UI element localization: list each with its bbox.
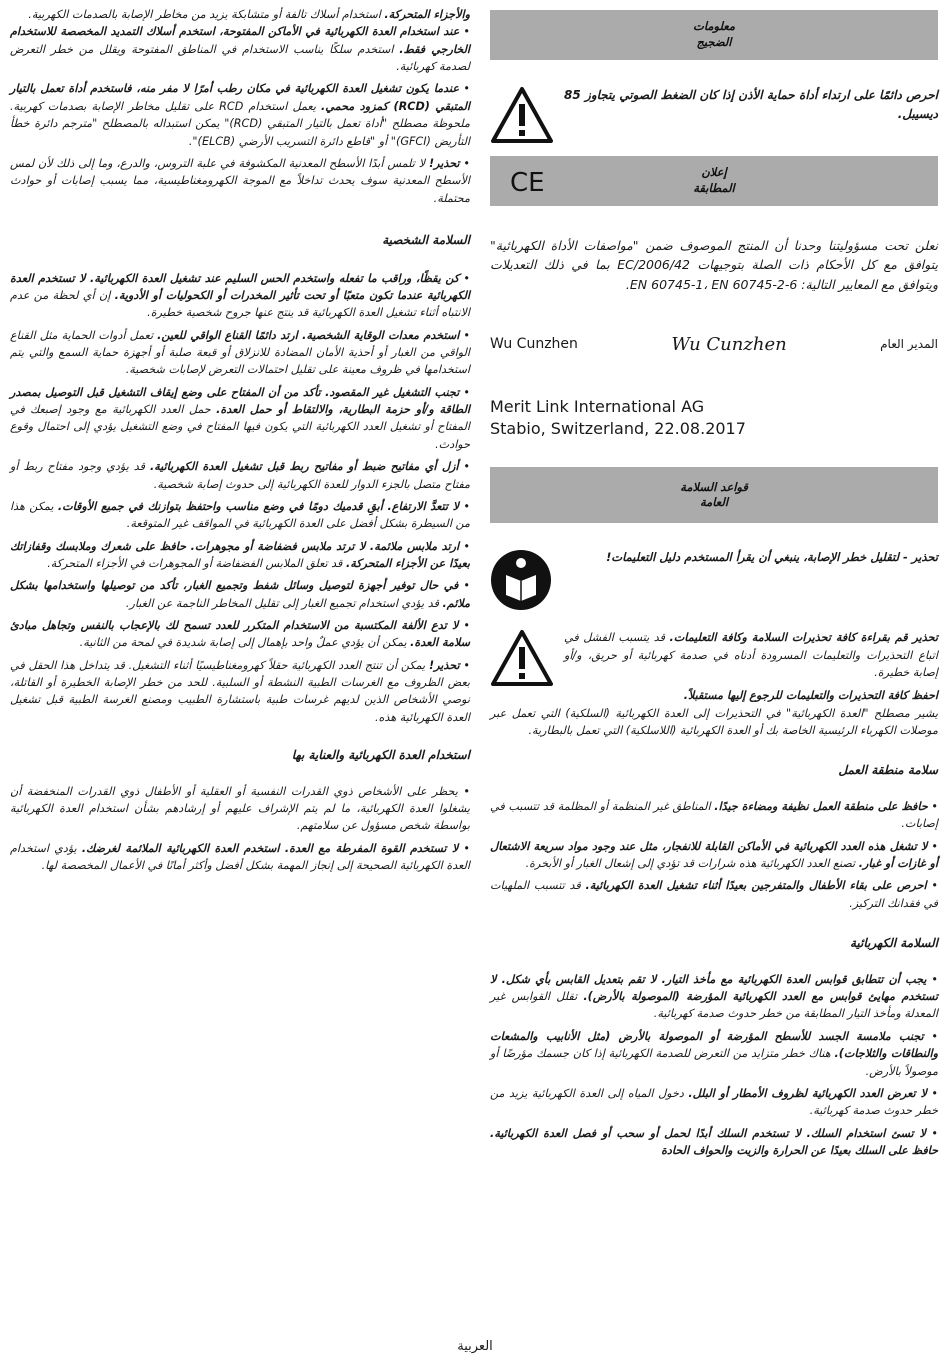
- bullet-text: قد تتسبب الملهيات في فقدانك التركيز.: [490, 879, 938, 910]
- bullet-text: تعمل أدوات الحماية مثل القناع الواقي من الغبار أو أحذية الأمان المضادة للانزلاق أو قبعة صلبة أو أجهزة حماية السمع والتي يتم استخدامها في ظروف معينة على تقليل احتمالات التعرض لإصابات شخصية.: [10, 328, 470, 377]
- read-warning-text: تحذير قم بقراءة كافة تحذيرات السلامة وكافة التعليمات. قد يتسبب الفشل في اتباع التحذيرات والتعليمات المسرودة أدناه في صدمة كهربائية أو حريق، و/أو إصابة خطيرة.: [564, 631, 939, 680]
- handwritten-signature: Wu Cunzhen: [671, 333, 787, 355]
- bullet-dot: •: [459, 658, 470, 672]
- bullet-bold-text: كن يقظًا، وراقب ما تفعله واستخدم الحس السليم عند تشغيل العدة الكهربائية. لا تستخدم العدة الكهربائية عندما تكون متعبًا أو تحت تأثير المخدرات أو الكحوليات أو الأدوية.: [10, 271, 471, 302]
- bullet-dot: •: [925, 1126, 938, 1140]
- bullet-bold-text: لا تعرض العدد الكهربائية لظروف الأمطار أو البلل.: [688, 1086, 927, 1100]
- bullet-text: قد تعلق الملابس الفضفاضة أو المجوهرات في الأجزاء المتحركة.: [47, 556, 346, 570]
- tool-use-heading: استخدام العدة الكهربائية والعناية بها: [291, 748, 470, 763]
- manual-warning-text: تحذير - لتقليل خطر الإصابة، ينبغي أن يقرأ المستخدم دليل التعليمات!: [606, 550, 938, 565]
- bullet-text: قد يؤدي وجود مفتاح ربط أو مفتاح متصل بالجزء الدوار للعدة الكهربائية إلى حدوث إصابة شخصية.: [10, 460, 470, 491]
- bullet-item: [10, 538, 470, 573]
- bullet-dot: •: [459, 539, 471, 553]
- bullet-item: [490, 838, 938, 873]
- left-column: [10, 0, 470, 880]
- conformity-bar: إعلان المطابقة CE: [490, 156, 938, 206]
- bullet-bold-text: تحذير!: [428, 156, 460, 170]
- bullet-dot: •: [459, 385, 471, 399]
- bullet-dot: •: [926, 1086, 939, 1100]
- noise-info-bar: معلومات الضجيج: [490, 10, 938, 60]
- bullet-dot: •: [927, 839, 938, 853]
- term-explanation: يشير مصطلح "العدة الكهربائية" في التحذيرات إلى العدة الكهربائية (السلكية) التي تعمل عبر موصلات الكهرباء الرئيسية الخاصة بك أو العدة الكهربائية (اللاسلكية) التي تعمل بالبطارية.: [490, 706, 938, 738]
- bullet-dot: •: [457, 784, 470, 798]
- company-address: Merit Link International AG Stabio, Switzerland, 22.08.2017: [490, 397, 746, 438]
- bullet-text: استخدم سلكًا يناسب الاستخدام في المناطق المفتوحة ويقلل من خطر التعرض لصدمة كهربائية.: [10, 42, 470, 74]
- bullet-dot: •: [923, 1029, 938, 1043]
- continued-paragraph: والأجزاء المتحركة. استخدام أسلاك تالفة أو متشابكة يزيد من مخاطر الإصابة بالصدمات الكهربية.: [28, 8, 470, 21]
- bullet-dot: •: [458, 619, 471, 633]
- personal-safety-list: [10, 270, 470, 727]
- read-manual-icon: [490, 549, 552, 611]
- bullet-dot: •: [458, 579, 470, 593]
- bullet-item: [10, 327, 470, 379]
- bullet-item: [490, 798, 938, 833]
- read-warning-row: [490, 629, 938, 687]
- conformity-text: نعلن تحت مسؤوليتنا وحدنا أن المنتج الموصوف ضمن "مواصفات الأداة الكهربائية" يتوافق مع كل الأحكام ذات الصلة بتوجيهات 2006/42/EC بما في ذلك التعديلات ويتوافق مع المعايير التالية: EN 60745-1، EN 60745-2-6.: [490, 238, 938, 292]
- manual-warning-row: [490, 549, 938, 611]
- bullet-dot: •: [926, 879, 938, 893]
- bullet-dot: •: [459, 271, 471, 285]
- director-name: Wu Cunzhen: [490, 336, 578, 353]
- bullet-dot: •: [459, 499, 471, 513]
- bullet-item: [10, 458, 470, 493]
- bullet-item: [490, 1085, 938, 1120]
- bullet-text: يمكن أن تنتج العدد الكهربائية حقلاً كهرومغناطيسيًا أثناء التشغيل. قد يتداخل هذا الحقل في بعض الظروف مع الغرسات الطبية النشطة أو السلبية. للحد من خطر الإصابة الخطيرة أو القاتلة، نوصي الأشخاص الذين لديهم غرسات طبية باستشارة الطبيب ومصنع الغرسة الطبية قبل تشغيل العدة الكهربائية هذه.: [10, 658, 470, 724]
- bullet-text: إن أي لحظة من عدم الانتباه أثناء تشغيل العدة الكهربائية قد ينتج عنها جروح شخصية خطيرة.: [10, 288, 470, 320]
- bullet-item: [10, 155, 470, 207]
- work-area-list: [490, 798, 938, 912]
- bullet-text: تصنع العدد الكهربائية هذه شرارات قد تؤدي إلى إشعال الغبار أو الأبخرة.: [525, 857, 859, 871]
- bullet-text: لا تلمس أبدًا الأسطح المعدنية المكشوفة في علبة التروس، والدرع، وما إلى ذلك لأن لمس الأسطح المعدنية سوف يحدث تداخلاً مع الموجة الكهرومغناطيسية، مما يسبب إصابات أو حوادث محتملة.: [10, 156, 470, 205]
- bullet-item: [490, 1028, 938, 1080]
- bullet-item: [10, 783, 470, 835]
- bullet-text: المناطق غير المنظمة أو المظلمة قد تتسبب في إصابات.: [490, 799, 938, 831]
- right-column: [490, 0, 938, 1164]
- bullet-item: [10, 657, 470, 726]
- bullet-text: يؤدي استخدام العدة الكهربائية الصحيحة إلى إنجاز المهمة بشكل أفضل وأكثر أمانًا في الأعمال المخصصة لها.: [10, 841, 470, 873]
- bullet-dot: •: [459, 82, 470, 96]
- bullet-item: [10, 23, 470, 75]
- bullet-bold-text: لا تسئ استخدام السلك. لا تستخدم السلك أبدًا لحمل أو سحب أو فصل العدة الكهربائية. حافظ على السلك بعيدًا عن الحرارة والزيت والحواف الحادة: [490, 1126, 938, 1157]
- bullet-text: يمكن هذا من السيطرة بشكل أفضل على العدة الكهربائية في المواقف غير المتوقعة.: [10, 499, 470, 531]
- signature-row: [490, 316, 938, 372]
- bullet-dot: •: [927, 799, 938, 813]
- bullet-text: يعمل استخدام RCD على تقليل مخاطر الإصابة بصدمات كهربية. ملحوظة مصطلح "أداة تعمل بالتيار المتبقي (RCD)" يمكن استبداله بالمصطلح "مترجم دائرة خطأ التأريض (GFCI)" أو "قاطع دائرة التسريب الأرضي (ELCB)".: [10, 99, 470, 148]
- bullet-item: [10, 840, 470, 875]
- work-area-heading: سلامة منطقة العمل: [838, 763, 938, 778]
- bullet-bold-text: لا تتعدَّ الارتفاع. أبقِ قدميك دومًا في وضع مناسب واحتفظ بتوازنك في جميع الأوقات.: [57, 499, 460, 513]
- noise-warning-text: احرص دائمًا على ارتداء أداة حماية الأذن إذا كان الضغط الصوتي يتجاوز 85 ديسيبل.: [564, 88, 938, 122]
- bullet-dot: •: [459, 25, 471, 39]
- bullet-dot: •: [458, 841, 471, 855]
- bullet-dot: •: [459, 328, 471, 342]
- bullet-dot: •: [459, 156, 471, 170]
- bullet-item: [10, 498, 470, 533]
- bullet-text: يمكن أن يؤدي عملٌ واحد بإهمال إلى إصابة شديدة في لمحة من الثانية.: [79, 636, 411, 650]
- bullet-bold-text: ارتد ملابس ملائمة. لا ترتد ملابس فضفاضة أو مجوهرات. حافظ على شعرك وملابسك وقفازاتك بعيدًا عن الأجزاء المتحركة.: [10, 539, 470, 570]
- bullet-bold-text: تجنب ملامسة الجسد للأسطح المؤرضة أو الموصولة بالأرض (مثل الأنابيب والمشعات والنطاقات والثلاجات).: [490, 1029, 938, 1061]
- keep-instructions: احفظ كافة التحذيرات والتعليمات للرجوع إليها مستقبلاً.: [683, 689, 938, 703]
- bullet-item: [490, 1125, 938, 1160]
- bullet-bold-text: لا تشغل هذه العدد الكهربائية في الأماكن القابلة للانفجار، مثل عند وجود مواد سريعة الاشتعال أو غازات أو غبار.: [490, 839, 938, 871]
- bullet-bold-text: حافظ على منطقة العمل نظيفة ومضاءة جيدًا.: [714, 799, 928, 813]
- bullet-item: [10, 384, 470, 453]
- noise-warning-row: [490, 86, 938, 144]
- bullet-bold-text: احرص على بقاء الأطفال والمتفرجين بعيدًا أثناء تشغيل العدة الكهربائية.: [585, 879, 927, 893]
- bullet-bold-text: لا تستخدم القوة المفرطة مع العدة. استخدم العدة الكهربائية الملائمة لغرضك.: [81, 841, 459, 855]
- warning-triangle-icon: [490, 86, 554, 144]
- bullet-bold-text: في حال توفير أجهزة لتوصيل وسائل شفط وتجميع الغبار، تأكد من توصيلها واستخدامها بشكل ملائم.: [10, 579, 470, 610]
- electrical-safety-list: [490, 971, 938, 1160]
- director-title: المدير العام: [880, 337, 938, 352]
- bullet-item: [10, 80, 470, 149]
- personal-safety-heading: السلامة الشخصية: [382, 232, 470, 247]
- bullet-bold-text: لا تدع الألفة المكتسبة من الاستخدام المتكرر للعدد تسمح لك بالإعجاب بالنفس وتجاهل مبادئ سلامة العدة.: [10, 619, 470, 650]
- bullet-text: تقلل القوابس غير المعدلة ومأخذ التيار المطابقة من خطر حدوث صدمة كهربائية.: [490, 990, 938, 1021]
- bullet-item: [10, 617, 470, 652]
- bullet-dot: •: [458, 460, 471, 474]
- bullet-text: حمل العدد الكهربائية مع وجود إصبعك في المفتاح أو تشغيل العدد الكهربائية التي يكون فيها المفتاح في وضع التشغيل يؤدي إلى احتمال وقوع حوادث.: [10, 403, 470, 451]
- bullet-dot: •: [926, 972, 938, 986]
- bullet-text: يحظر على الأشخاص ذوي القدرات النفسية أو العقلية أو الأطفال ذوي القدرات المنخفضة أن يشغلوا العدة الكهربائية، ما لم يتم الإشراف عليهم أو إرشادهم بشأن استخدام العدة الكهربائية بواسطة شخص مسؤول عن سلامتهم.: [10, 784, 470, 833]
- bullet-item: [10, 270, 470, 322]
- electrical-safety-list-continued: [10, 23, 470, 207]
- bullet-bold-text: عندما يكون تشغيل العدة الكهربائية في مكان رطب أمرًا لا مفر منه، فاستخدم أداة تعمل بالتيار المتبقي (RCD) كمزود محمي.: [10, 82, 471, 113]
- safety-rules-bar: قواعد السلامة العامة: [490, 467, 938, 523]
- bullet-text: قد يؤدي استخدام تجميع الغبار إلى تقليل المخاطر الناجمة عن الغبار.: [125, 596, 443, 610]
- bullet-item: [490, 971, 938, 1023]
- bullet-bold-text: استخدم معدات الوقاية الشخصية. ارتد دائمًا القناع الواقي للعين.: [157, 328, 460, 342]
- bullet-bold-text: عند استخدام العدة الكهربائية في الأماكن المفتوحة، استخدم أسلاك التمديد المخصصة للاستخدام الخارجي فقط.: [10, 25, 471, 56]
- bullet-bold-text: أزل أي مفاتيح ضبط أو مفاتيح ربط قبل تشغيل العدة الكهربائية.: [149, 460, 459, 474]
- bullet-bold-text: يجب أن تتطابق قوابس العدة الكهربائية مع مأخذ التيار. لا تقم بتعديل القابس بأي شكل. لا تستخدم مهايئ قوابس مع العدد الكهربائية المؤرضة (الموصولة بالأرض).: [490, 972, 938, 1004]
- bullet-text: هناك خطر متزايد من التعرض للصدمة الكهربائية إذا كان جسمك مؤرضًا أو موصولاً بالأرض.: [490, 1047, 938, 1078]
- ce-mark: CE: [510, 168, 545, 198]
- bullet-text: دخول المياه إلى العدة الكهربائية يزيد من خطر حدوث صدمة كهربائية.: [490, 1086, 938, 1118]
- page-footer-language: العربية: [457, 1339, 493, 1354]
- bullet-bold-text: تجنب التشغيل غير المقصود. تأكد من أن المفتاح على وضع إيقاف التشغيل قبل التوصيل بمصدر الطاقة و/أو حزمة البطارية، والالتقاط أو حمل العدة.: [10, 385, 470, 417]
- bullet-bold-text: تحذير!: [428, 658, 460, 672]
- electrical-safety-heading: السلامة الكهربائية: [849, 936, 938, 951]
- tool-use-list: [10, 783, 470, 875]
- warning-triangle-icon: [490, 629, 554, 687]
- bullet-item: [10, 577, 470, 612]
- bullet-item: [490, 877, 938, 912]
